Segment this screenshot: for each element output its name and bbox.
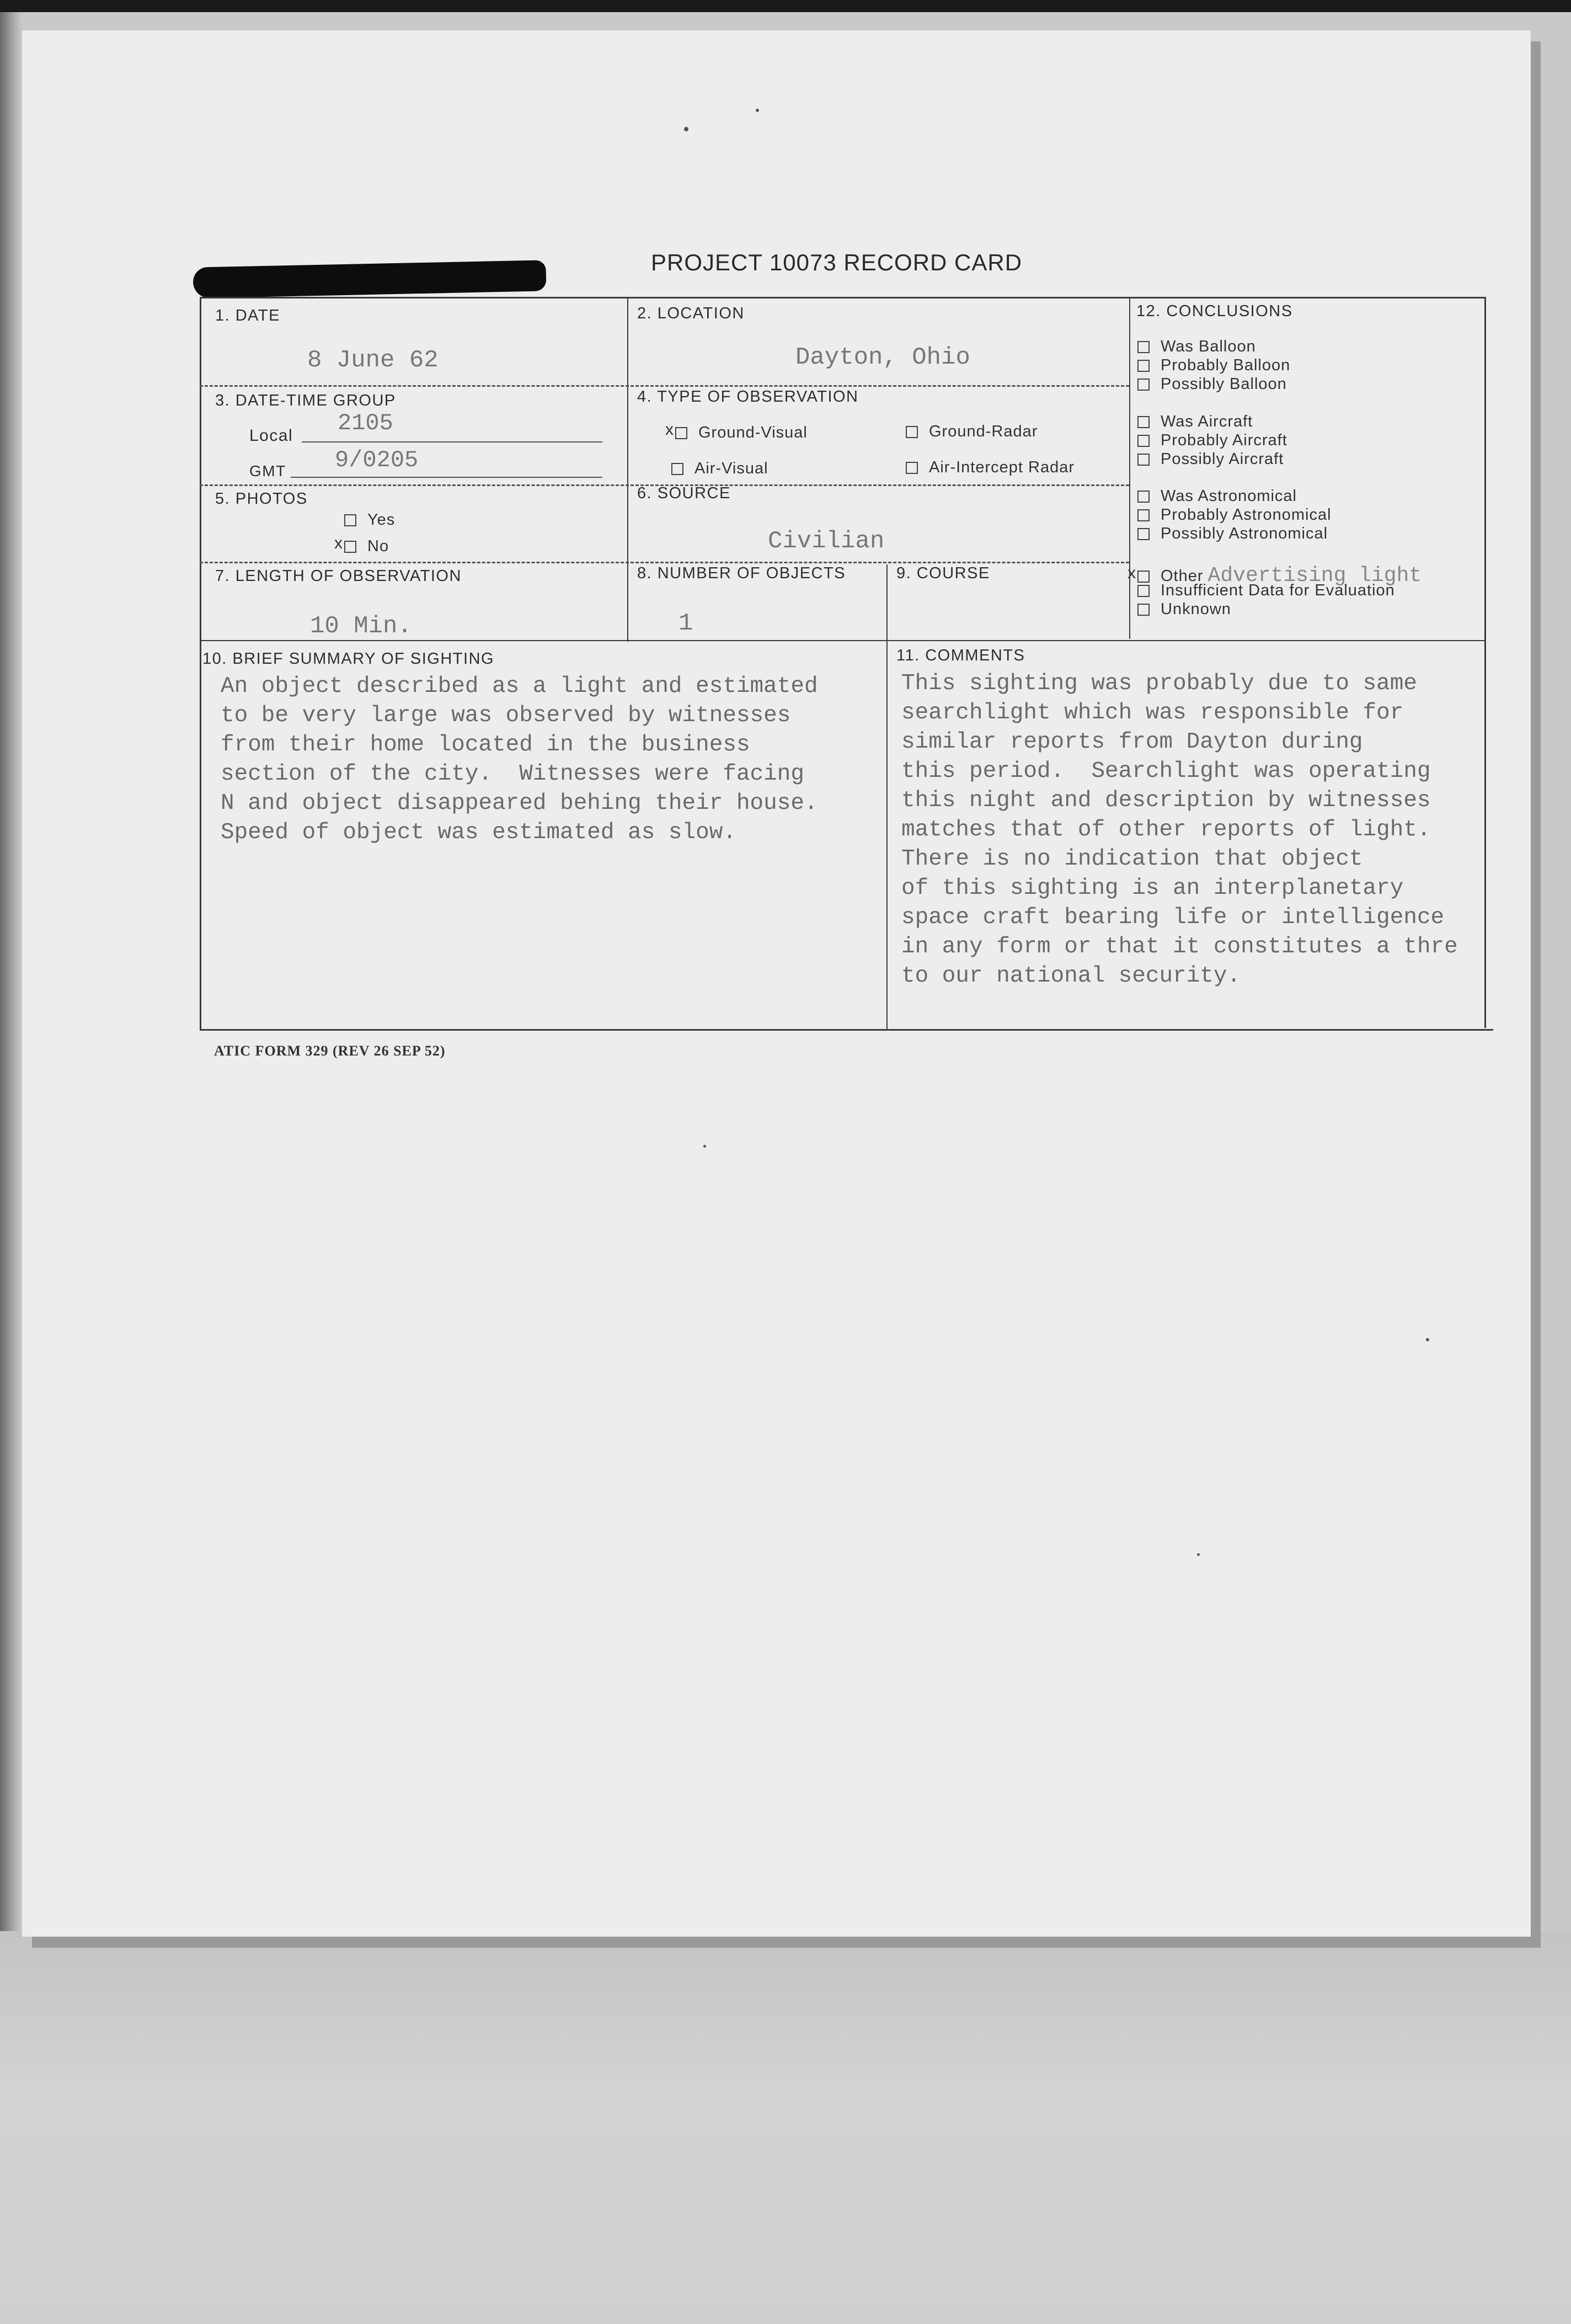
checkbox-checked-icon <box>344 541 356 553</box>
photos-yes: Yes <box>344 511 395 529</box>
conclusion-probably-astronomical: Probably Astronomical <box>1137 506 1332 524</box>
option-air-intercept-radar: Air-Intercept Radar <box>906 459 1075 477</box>
comments-label: 11. COMMENTS <box>896 647 1025 664</box>
conclusions-label: 12. CONCLUSIONS <box>1136 302 1293 320</box>
conclusion-was-astronomical: Was Astronomical <box>1137 487 1297 505</box>
local-label: Local <box>249 427 293 445</box>
local-value: 2105 <box>338 410 393 436</box>
checkbox-icon <box>1137 585 1150 597</box>
divider-col-mid <box>886 564 888 1029</box>
record-card <box>200 297 1486 1031</box>
location-value: Dayton, Ohio <box>795 344 970 371</box>
scan-background <box>0 1931 1571 2324</box>
dust-speck <box>1197 1553 1200 1556</box>
card-border-top <box>200 297 1486 299</box>
gmt-label: GMT <box>249 462 286 479</box>
checkbox-icon <box>1137 435 1150 447</box>
num-objects-label: 8. NUMBER OF OBJECTS <box>637 564 846 582</box>
conclusion-was-aircraft: Was Aircraft <box>1137 413 1253 431</box>
local-underline <box>302 441 602 443</box>
film-left-edge <box>0 12 22 1943</box>
row-divider-3 <box>200 562 1129 563</box>
checkbox-icon <box>1137 416 1150 428</box>
checkbox-icon <box>1137 454 1150 466</box>
checkbox-icon <box>344 514 356 526</box>
date-label: 1. DATE <box>215 307 280 324</box>
type-label: 4. TYPE OF OBSERVATION <box>637 388 859 406</box>
dust-speck <box>756 109 759 112</box>
card-border-bottom <box>200 1029 1493 1031</box>
card-title: PROJECT 10073 RECORD CARD <box>651 249 1023 275</box>
divider-col2 <box>1129 297 1130 639</box>
conclusion-was-balloon: Was Balloon <box>1137 338 1256 356</box>
conclusion-possibly-aircraft: Possibly Aircraft <box>1137 450 1284 468</box>
checkbox-icon <box>1137 379 1150 391</box>
form-number: ATIC FORM 329 (REV 26 SEP 52) <box>214 1043 446 1059</box>
date-value: 8 June 62 <box>307 347 439 374</box>
dtg-label: 3. DATE-TIME GROUP <box>215 392 396 409</box>
location-label: 2. LOCATION <box>637 305 745 322</box>
conclusion-possibly-astronomical: Possibly Astronomical <box>1137 525 1328 543</box>
conclusion-other: xOther Advertising light <box>1137 564 1422 588</box>
checkbox-icon <box>1137 509 1150 521</box>
row-divider-1 <box>200 385 1129 387</box>
option-air-visual: Air-Visual <box>671 460 768 478</box>
length-label: 7. LENGTH OF OBSERVATION <box>215 567 462 585</box>
length-value: 10 Min. <box>310 612 412 640</box>
gmt-underline <box>291 477 602 478</box>
checkbox-icon <box>1137 341 1150 353</box>
conclusion-possibly-balloon: Possibly Balloon <box>1137 375 1287 393</box>
checkbox-checked-icon <box>675 427 687 439</box>
checkbox-icon <box>1137 491 1150 503</box>
card-border-right <box>1484 297 1486 1028</box>
photos-no: xNo <box>344 537 389 556</box>
source-label: 6. SOURCE <box>637 484 731 502</box>
option-ground-radar: Ground-Radar <box>906 423 1038 441</box>
photos-label: 5. PHOTOS <box>215 490 308 508</box>
dust-speck <box>684 127 688 131</box>
dust-speck <box>703 1145 706 1148</box>
dust-speck <box>1426 1338 1429 1341</box>
course-label: 9. COURSE <box>896 564 990 582</box>
summary-label: 10. BRIEF SUMMARY OF SIGHTING <box>202 650 495 668</box>
option-ground-visual: xGround-Visual <box>675 424 808 442</box>
comments-text: This sighting was probably due to same searchlight which was responsible for similar reports from Dayton during this period. Searchlight was operating this night and description by witnesses matches that of other reports of light. There is no indication that object of this sighting is an interplanetary space craft bearing life or intelligence in any form or that it constitutes a thre to our national security. <box>901 671 1458 989</box>
num-objects-value: 1 <box>678 610 693 637</box>
gmt-value: 9/0205 <box>335 447 419 473</box>
row-divider-4 <box>200 640 1486 641</box>
conclusion-probably-aircraft: Probably Aircraft <box>1137 431 1287 450</box>
checkbox-icon <box>1137 604 1150 616</box>
checkbox-icon <box>906 462 918 474</box>
other-value: Advertising light <box>1207 564 1422 588</box>
checkbox-icon <box>671 463 683 475</box>
summary-text: An object described as a light and estimated to be very large was observed by witnesses from their home located in the business section of the city. Witnesses were facing N and object disappeared behing their house. Speed of object was estimated as slow. <box>221 674 818 845</box>
conclusion-probably-balloon: Probably Balloon <box>1137 356 1290 375</box>
checkbox-icon <box>906 426 918 438</box>
conclusion-unknown: Unknown <box>1137 600 1231 619</box>
film-top-border <box>0 0 1571 12</box>
checkbox-icon <box>1137 528 1150 540</box>
divider-col1 <box>627 297 628 642</box>
card-border-left <box>200 297 201 1031</box>
conclusion-insufficient-data: Insufficient Data for Evaluation <box>1137 582 1395 600</box>
checkbox-icon <box>1137 360 1150 372</box>
source-value: Civilian <box>768 527 885 555</box>
